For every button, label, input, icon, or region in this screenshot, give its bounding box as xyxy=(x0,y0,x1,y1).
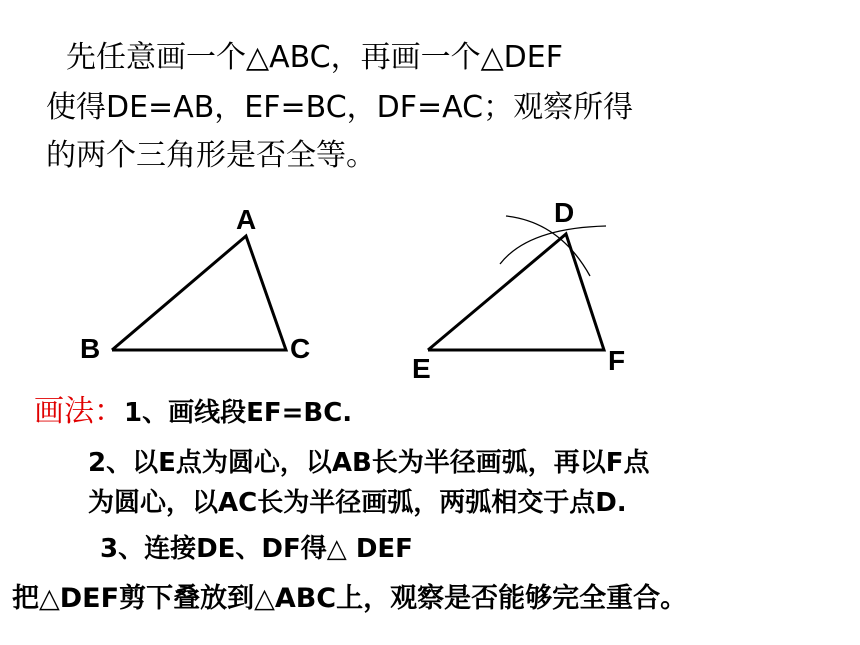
vertex-label-f: F xyxy=(608,345,626,376)
intro-line-2: 使得DE=AB，EF=BC，DF=AC；观察所得 xyxy=(46,90,634,125)
vertex-label-e: E xyxy=(412,353,431,384)
vertex-label-c: C xyxy=(290,333,311,364)
method-step-2-line-1: 2、以E点为圆心，以AB长为半径画弧，再以F点 xyxy=(88,448,650,478)
vertex-label-b: B xyxy=(80,333,101,364)
vertex-label-a: A xyxy=(236,204,257,235)
method-step-2-line-2: 为圆心，以AC长为半径画弧，两弧相交于点D. xyxy=(88,488,627,518)
intro-line-3: 的两个三角形是否全等。 xyxy=(46,138,376,173)
intro-line-1: 先任意画一个△ABC，再画一个△DEF xyxy=(66,40,563,75)
method-step-1: 1、画线段EF=BC. xyxy=(124,398,353,428)
conclusion: 把△DEF剪下叠放到△ABC上，观察是否能够完全重合。 xyxy=(12,583,688,614)
triangle-abc xyxy=(112,236,286,350)
method-row-1 xyxy=(34,394,352,431)
method-label: 画法： xyxy=(34,394,124,429)
triangle-def xyxy=(428,234,604,350)
vertex-label-d: D xyxy=(554,197,575,228)
method-step-3: 3、连接DE、DF得△ DEF xyxy=(100,534,413,564)
